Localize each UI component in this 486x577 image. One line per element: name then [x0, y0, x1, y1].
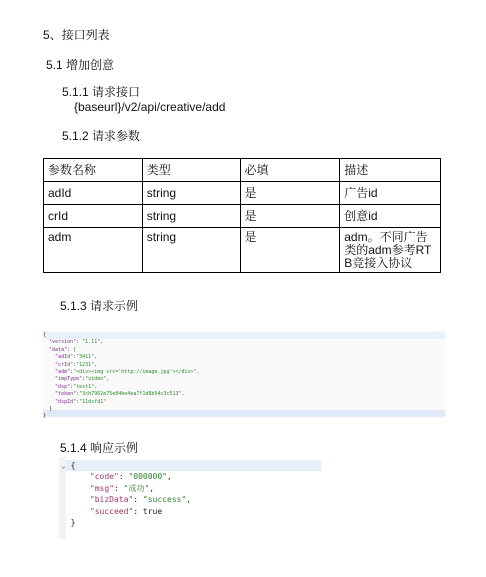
- code-brace: }: [70, 517, 76, 527]
- code-line: [61, 460, 191, 471]
- table-row: [44, 205, 441, 228]
- table-cell: adm: [44, 228, 143, 273]
- table-header-cell: 必填: [240, 159, 340, 182]
- code-lines: [61, 460, 191, 528]
- table-header-cell: 描述: [340, 159, 441, 182]
- json-value: "成功": [123, 483, 150, 493]
- code-line: "succeed": true: [89, 506, 163, 516]
- code-line: "dsp":"test1",: [55, 383, 98, 390]
- table-cell: 是: [240, 205, 340, 228]
- table-cell: string: [142, 205, 240, 228]
- subsection-title: 5.1 增加创意: [46, 58, 115, 72]
- table-row: [44, 182, 441, 205]
- code-line: "token":"3cb7962e75e84be4ea7f1d8b54c3c513",: [55, 391, 185, 398]
- code-line: "version": "1.11",: [49, 339, 104, 346]
- code-brace: {: [70, 461, 76, 470]
- code-line: "msg": "成功",: [89, 483, 155, 493]
- code-line: "adm":"<div><img src='http://image.jpg'></div>",: [55, 368, 200, 375]
- table-cell: 是: [240, 228, 340, 273]
- json-key: "code": [89, 472, 119, 482]
- json-key: "msg": [89, 483, 114, 493]
- request-params-heading: 5.1.2 请求参数: [62, 129, 141, 143]
- request-example-heading: 5.1.3 请求示例: [60, 299, 139, 313]
- table-cell: adm。不同广告类的adm参考RTB竞接入协议: [340, 228, 441, 273]
- code-line: "adId":"3411",: [55, 354, 98, 361]
- table-cell: 是: [240, 182, 340, 205]
- json-key: "succeed": [89, 506, 134, 516]
- json-value: "000000": [128, 472, 167, 482]
- table-cell: 广告id: [340, 182, 441, 205]
- response-example-heading: 5.1.4 响应示例: [60, 441, 139, 455]
- code-line: }: [43, 405, 53, 412]
- table-cell: crId: [44, 205, 143, 228]
- response-example-code: [59, 457, 321, 539]
- table-cell: 创意id: [340, 205, 441, 228]
- table-cell: string: [142, 182, 240, 205]
- code-line: "bizData": "success",: [89, 495, 192, 505]
- table-cell: string: [142, 228, 240, 273]
- fold-icon[interactable]: ⌄: [61, 461, 66, 470]
- code-line: "impType":"video",: [55, 376, 110, 383]
- json-key: "bizData": [89, 495, 134, 505]
- code-line: "dspId":"11dsfd1": [55, 398, 107, 405]
- code-line: "data": {: [49, 346, 77, 353]
- code-line: {: [43, 332, 47, 338]
- json-value: "success": [142, 495, 187, 505]
- table-cell: adId: [44, 182, 143, 205]
- request-example-code: [43, 330, 445, 418]
- request-path: {baseurl}/v2/api/creative/add: [74, 100, 226, 114]
- code-lines: [43, 332, 200, 421]
- request-interface-heading: 5.1.1 请求接口: [62, 85, 141, 99]
- code-line: "code": "000000",: [89, 472, 172, 482]
- table-header-row: [44, 159, 441, 182]
- code-line: [61, 517, 191, 528]
- table-header-cell: 参数名称: [44, 159, 143, 182]
- table-row: [44, 228, 441, 273]
- json-value: true: [142, 506, 163, 516]
- code-line: "crId":"1231",: [55, 361, 98, 368]
- table-header-cell: 类型: [142, 159, 240, 182]
- params-table: [43, 158, 441, 273]
- code-line: }: [43, 413, 47, 420]
- section-title: 5、接口列表: [43, 28, 110, 42]
